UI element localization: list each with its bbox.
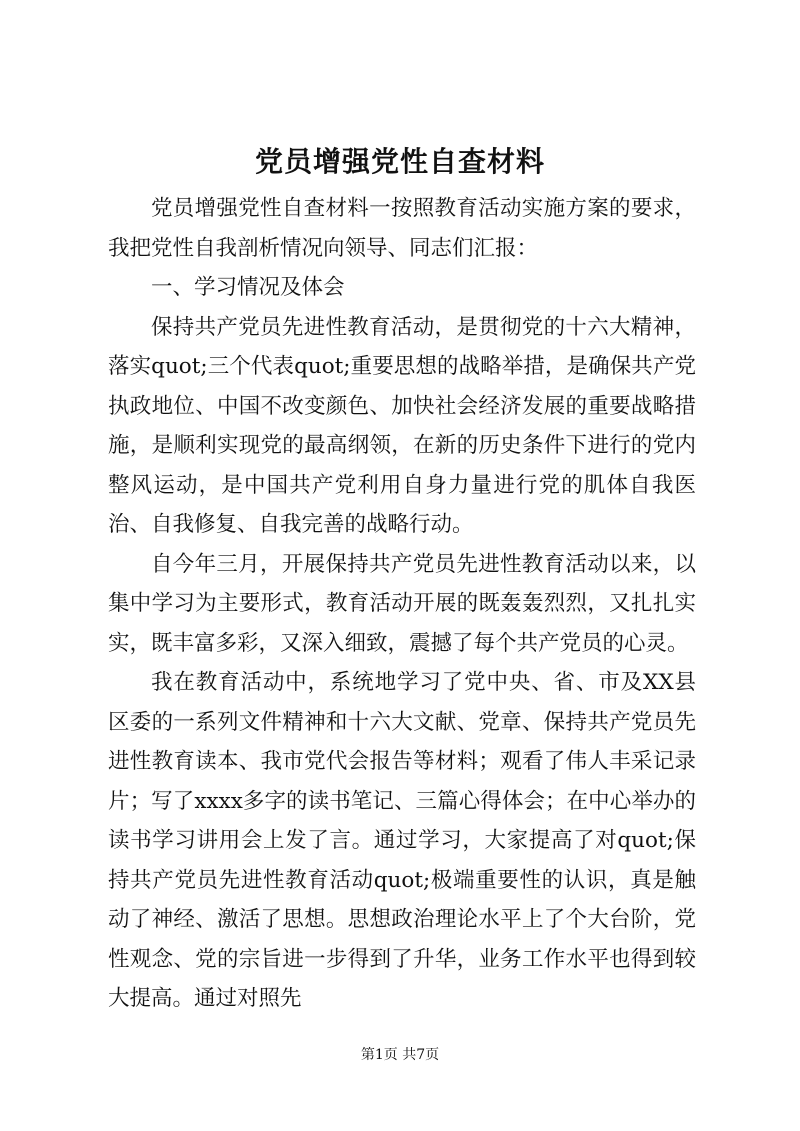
page-footer: 第1页 共7页 bbox=[360, 1047, 440, 1063]
document-body bbox=[108, 189, 696, 1019]
paragraph-my-study: 我在教育活动中，系统地学习了党中央、省、市及XX县区委的一系列文件精神和十六大文献、党章、保持共产党员先进性教育读本、我市党代会报告等材料；观看了伟人丰采记录片；写了xxxx多字的读书笔记、三篇心得体会；在中心举办的读书学习讲用会上发了言。通过学习，大家提高了对quot;保持共产党员先进性教育活动quot;极端重要性的认识，真是触动了神经、激活了思想。思想政治理论水平上了个大台阶，党性观念、党的宗旨进一步得到了升华，业务工作水平也得到较大提高。通过对照先 bbox=[108, 670, 696, 1011]
paragraph-since-march: 自今年三月，开展保持共产党员先进性教育活动以来，以集中学习为主要形式，教育活动开展的既轰轰烈烈，又扎扎实实，既丰富多彩，又深入细致，震撼了每个共产党员的心灵。 bbox=[108, 551, 696, 656]
paragraph-intro: 党员增强党性自查材料一按照教育活动实施方案的要求，我把党性自我剖析情况向领导、同志们汇报： bbox=[108, 196, 696, 261]
document-title: 党员增强党性自查材料 bbox=[254, 145, 545, 178]
section-heading-study: 一、学习情况及体会 bbox=[151, 275, 345, 300]
paragraph-education-activity: 保持共产党员先进性教育活动，是贯彻党的十六大精神，落实quot;三个代表quot;重要思想的战略举措，是确保共产党执政地位、中国不改变颜色、加快社会经济发展的重要战略措施，是顺利实现党的最高纲领，在新的历史条件下进行的党内整风运动，是中国共产党利用自身力量进行党的肌体自我医治、自我修复、自我完善的战略行动。 bbox=[108, 314, 696, 537]
